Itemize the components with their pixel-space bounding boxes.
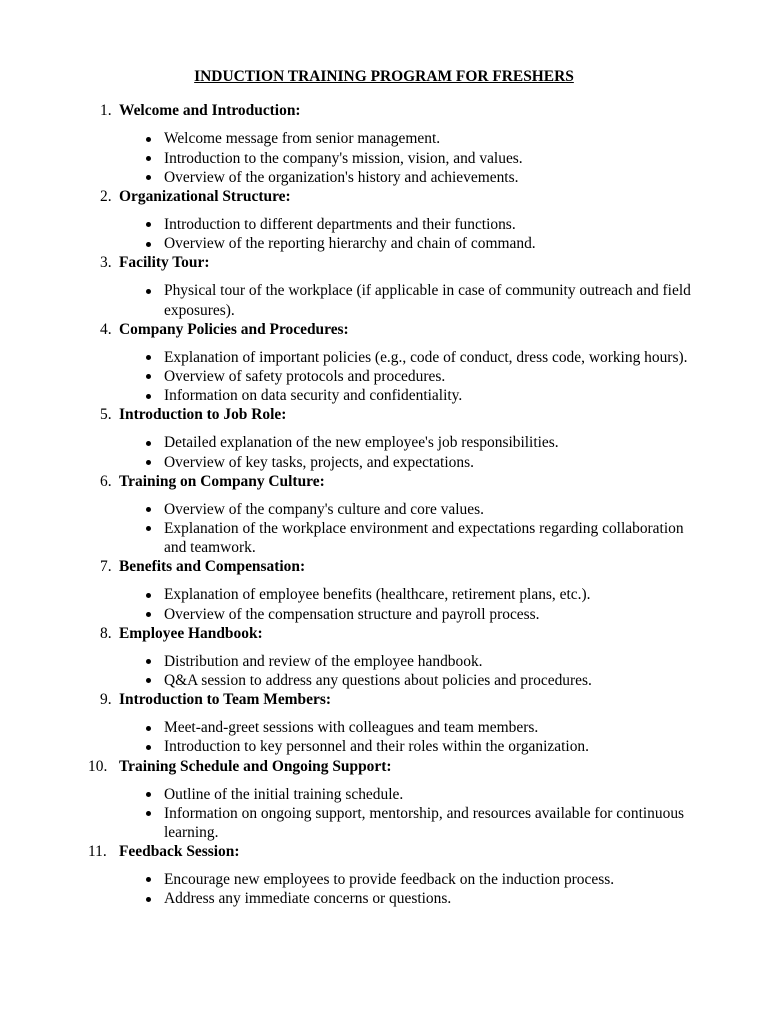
bullet-icon: [146, 156, 151, 161]
section-heading-row: [0, 690, 768, 709]
bullet-icon: [146, 355, 151, 360]
bullet-icon: [146, 526, 151, 531]
bullet-list: [0, 785, 768, 843]
bullet-text: Outline of the initial training schedule.: [164, 785, 404, 803]
bullet-list: [0, 129, 768, 187]
bullet-item: [0, 785, 704, 804]
bullet-icon: [146, 745, 151, 750]
section-organizational-structure: [0, 187, 768, 253]
bullet-item: [0, 737, 704, 756]
bullet-icon: [146, 222, 151, 227]
section-heading: Organizational Structure:: [119, 187, 291, 205]
section-heading-row: [0, 187, 768, 206]
bullet-item: [0, 585, 704, 604]
bullet-item: [0, 718, 704, 737]
bullet-item: [0, 367, 704, 386]
bullet-text: Overview of the organization's history and achievements.: [164, 168, 519, 186]
bullet-text: Address any immediate concerns or questions.: [164, 890, 452, 908]
section-heading: Company Policies and Procedures:: [119, 320, 349, 338]
bullet-text: Explanation of important policies (e.g., code of conduct, dress code, working hours).: [164, 348, 688, 366]
bullet-item: [0, 453, 704, 472]
section-team-members: [0, 690, 768, 756]
section-heading-row: [0, 624, 768, 643]
bullet-text: Welcome message from senior management.: [164, 130, 441, 148]
section-heading-row: [0, 405, 768, 424]
bullet-icon: [146, 678, 151, 683]
bullet-item: [0, 889, 704, 908]
bullet-item: [0, 386, 704, 405]
section-heading: Facility Tour:: [119, 254, 210, 272]
section-heading-row: [0, 757, 768, 776]
bullet-icon: [146, 441, 151, 446]
section-heading-row: [0, 253, 768, 272]
bullet-icon: [146, 792, 151, 797]
section-heading: Training Schedule and Ongoing Support:: [119, 757, 392, 775]
bullet-text: Overview of the compensation structure and payroll process.: [164, 605, 540, 623]
section-heading: Feedback Session:: [119, 843, 240, 861]
section-heading: Introduction to Team Members:: [119, 691, 331, 709]
section-facility-tour: [0, 253, 768, 319]
section-number: 7.: [100, 558, 112, 576]
bullet-icon: [146, 460, 151, 465]
section-heading-row: [0, 557, 768, 576]
section-heading: Employee Handbook:: [119, 624, 263, 642]
bullet-icon: [146, 137, 151, 142]
bullet-icon: [146, 242, 151, 247]
bullet-text: Information on data security and confidentiality.: [164, 387, 463, 405]
bullet-text: Encourage new employees to provide feedback on the induction process.: [164, 871, 615, 889]
section-number: 1.: [100, 102, 112, 120]
bullet-icon: [146, 811, 151, 816]
bullet-list: [0, 348, 768, 406]
bullet-list: [0, 500, 768, 558]
bullet-list: [0, 215, 768, 253]
bullet-item: [0, 671, 704, 690]
section-welcome-and-introduction: [0, 101, 768, 187]
section-number: 6.: [100, 472, 112, 490]
bullet-item: [0, 234, 704, 253]
section-benefits-and-compensation: [0, 557, 768, 623]
section-number: 9.: [100, 691, 112, 709]
section-heading-row: [0, 472, 768, 491]
section-number: 8.: [100, 624, 112, 642]
bullet-list: [0, 870, 768, 908]
bullet-text: Explanation of the workplace environment and expectations regarding collaboration and teamwork.: [164, 519, 684, 557]
bullet-text: Overview of key tasks, projects, and expectations.: [164, 453, 474, 471]
bullet-icon: [146, 394, 151, 399]
bullet-item: [0, 652, 704, 671]
section-number: 10.: [88, 757, 108, 775]
numbered-list: [0, 101, 768, 908]
bullet-list: [0, 433, 768, 471]
bullet-item: [0, 804, 704, 842]
bullet-item: [0, 281, 704, 319]
bullet-text: Explanation of employee benefits (healthcare, retirement plans, etc.).: [164, 586, 591, 604]
bullet-item: [0, 870, 704, 889]
bullet-list: [0, 718, 768, 756]
bullet-text: Detailed explanation of the new employee's job responsibilities.: [164, 434, 559, 452]
bullet-icon: [146, 289, 151, 294]
bullet-item: [0, 605, 704, 624]
bullet-text: Information on ongoing support, mentorship, and resources available for continuous learning.: [164, 804, 685, 841]
section-heading: Welcome and Introduction:: [119, 102, 301, 120]
bullet-text: Introduction to different departments and their functions.: [164, 215, 516, 233]
bullet-icon: [146, 659, 151, 664]
bullet-text: Physical tour of the workplace (if applicable in case of community outreach and field exposures).: [164, 282, 691, 319]
section-heading: Training on Company Culture:: [119, 472, 325, 490]
bullet-icon: [146, 877, 151, 882]
section-number: 3.: [100, 254, 112, 272]
bullet-icon: [146, 726, 151, 731]
bullet-icon: [146, 897, 151, 902]
bullet-text: Introduction to key personnel and their roles within the organization.: [164, 738, 589, 756]
bullet-item: [0, 348, 704, 367]
bullet-icon: [146, 175, 151, 180]
document-title: INDUCTION TRAINING PROGRAM FOR FRESHERS: [194, 68, 574, 86]
bullet-icon: [146, 593, 151, 598]
section-heading-row: [0, 842, 768, 861]
bullet-item: [0, 519, 704, 557]
bullet-item: [0, 149, 704, 168]
bullet-list: [0, 585, 768, 623]
bullet-item: [0, 168, 704, 187]
section-company-culture: [0, 472, 768, 558]
section-heading: Introduction to Job Role:: [119, 406, 287, 424]
section-training-schedule: [0, 757, 768, 843]
section-number: 2.: [100, 187, 112, 205]
section-job-role: [0, 405, 768, 471]
bullet-text: Introduction to the company's mission, vision, and values.: [164, 149, 523, 167]
bullet-icon: [146, 507, 151, 512]
bullet-icon: [146, 612, 151, 617]
bullet-item: [0, 433, 704, 452]
section-number: 5.: [100, 406, 112, 424]
bullet-list: [0, 281, 768, 319]
bullet-text: Overview of safety protocols and procedures.: [164, 367, 446, 385]
bullet-text: Distribution and review of the employee handbook.: [164, 652, 483, 670]
section-heading-row: [0, 320, 768, 339]
section-number: 11.: [88, 843, 107, 861]
bullet-text: Meet-and-greet sessions with colleagues and team members.: [164, 719, 539, 737]
bullet-item: [0, 500, 704, 519]
bullet-icon: [146, 374, 151, 379]
section-heading-row: [0, 101, 768, 120]
bullet-item: [0, 129, 704, 148]
bullet-item: [0, 215, 704, 234]
section-feedback-session: [0, 842, 768, 908]
bullet-list: [0, 652, 768, 690]
section-employee-handbook: [0, 624, 768, 690]
section-number: 4.: [100, 320, 112, 338]
bullet-text: Overview of the reporting hierarchy and chain of command.: [164, 235, 536, 253]
section-company-policies: [0, 320, 768, 406]
section-heading: Benefits and Compensation:: [119, 558, 306, 576]
bullet-text: Q&A session to address any questions about policies and procedures.: [164, 671, 592, 689]
bullet-text: Overview of the company's culture and core values.: [164, 500, 484, 518]
